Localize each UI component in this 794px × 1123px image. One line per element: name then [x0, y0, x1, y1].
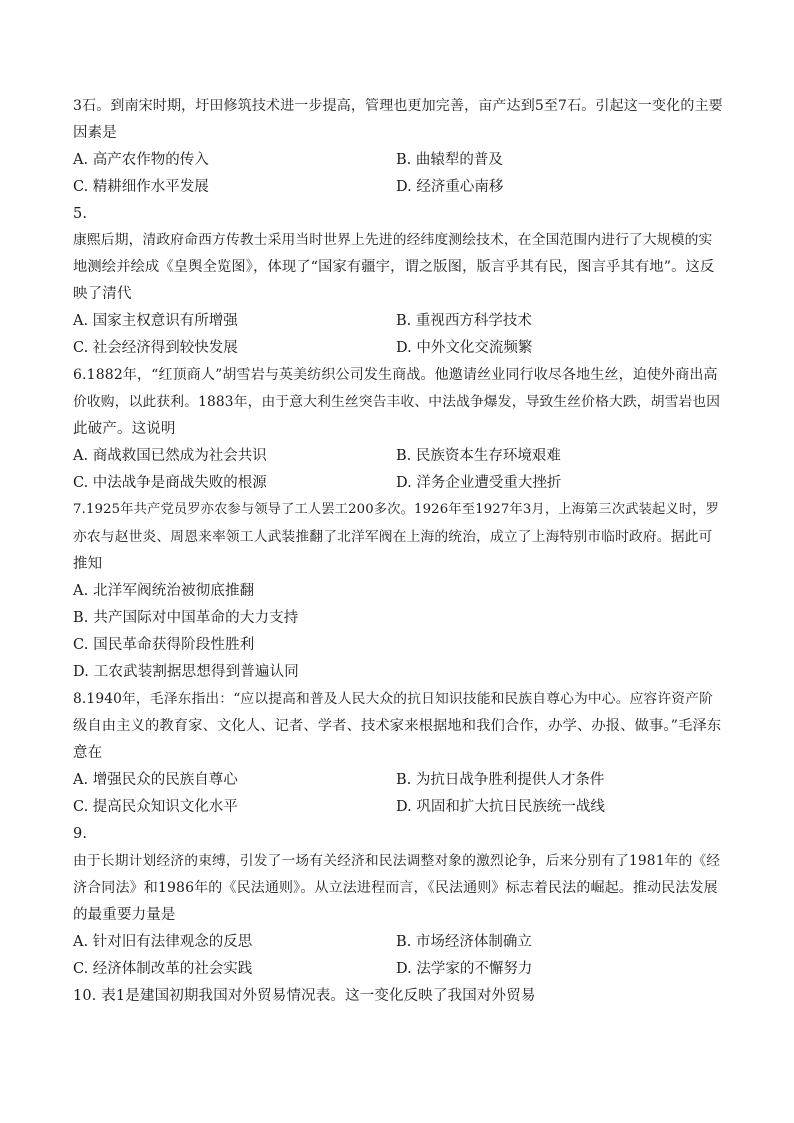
q7-stem-line-2: 亦农与赵世炎、周恩来率领工人武装推翻了北洋军阀在上海的统治，成立了上海特别市临时政府。据此可 — [73, 529, 713, 545]
q9-stem-line-1: 由于长期计划经济的束缚，引发了一场有关经济和民法调整对象的激烈论争，后来分别有了1981年的《经 — [73, 853, 721, 869]
q4-option-d[interactable]: D. 经济重心南移 — [396, 179, 504, 195]
q7-stem-line-3: 推知 — [73, 556, 103, 572]
q5-stem-line-2: 地测绘并绘成《皇舆全览图》，体现了“国家有疆宇，谓之版图，版言乎其有民，图言乎其有地”。这反 — [73, 259, 715, 275]
q6-options-row-2 — [73, 474, 723, 492]
q5-options-row-1 — [73, 312, 723, 330]
q4-stem-line-1: 3石。到南宋时期，圩田修筑技术进一步提高，管理也更加完善，亩产达到5至7石。引起这一变化的主要 — [73, 98, 723, 114]
q6-option-b[interactable]: B. 民族资本生存环境艰难 — [396, 448, 561, 464]
q8-options-row-2 — [73, 798, 723, 816]
q8-option-c[interactable]: C. 提高民众知识文化水平 — [73, 799, 238, 815]
q9-options-row-1 — [73, 933, 723, 951]
q5-option-b[interactable]: B. 重视西方科学技术 — [396, 313, 532, 329]
q8-option-b[interactable]: B. 为抗日战争胜利提供人才条件 — [396, 772, 605, 788]
q5-options-row-2 — [73, 339, 723, 357]
q6-option-d[interactable]: D. 洋务企业遭受重大挫折 — [396, 475, 562, 491]
q4-options-row-1 — [73, 151, 723, 169]
q9-option-c[interactable]: C. 经济体制改革的社会实践 — [73, 961, 253, 977]
q6-stem-line-3: 此破产。这说明 — [73, 421, 176, 437]
q8-option-d[interactable]: D. 巩固和扩大抗日民族统一战线 — [396, 799, 605, 815]
q8-option-a[interactable]: A. 增强民众的民族自尊心 — [73, 772, 238, 788]
q8-stem-line-2: 级自由主义的教育家、文化人、记者、学者、技术家来根据地和我们合作，办学、办报、做事。”毛泽东 — [73, 718, 722, 734]
q5-number: 5. — [73, 206, 88, 222]
q9-option-d[interactable]: D. 法学家的不懈努力 — [396, 961, 533, 977]
q5-option-d[interactable]: D. 中外文化交流频繁 — [396, 340, 533, 356]
q9-stem-line-3: 的最重要力量是 — [73, 907, 176, 923]
q5-stem-line-3: 映了清代 — [73, 286, 132, 302]
q5-option-c[interactable]: C. 社会经济得到较快发展 — [73, 340, 238, 356]
q6-stem-line-2: 价收购，以此获利。1883年，由于意大利生丝突告丰收、中法战争爆发，导致生丝价格大跌，胡雪岩也因 — [73, 394, 721, 410]
q4-options-row-2 — [73, 178, 723, 196]
q5-option-a[interactable]: A. 国家主权意识有所增强 — [73, 313, 238, 329]
q6-stem-line-1: 6.1882年，“红顶商人”胡雪岩与英美纺织公司发生商战。他邀请丝业同行收尽各地生丝，迫使外商出高 — [73, 367, 718, 383]
q8-stem-line-1: 8.1940年，毛泽东指出：“应以提高和普及人民大众的抗日知识技能和民族自尊心为中心。应容许资产阶 — [73, 691, 713, 707]
q9-options-row-2 — [73, 960, 723, 978]
q7-option-d[interactable]: D. 工农武装割据思想得到普遍认同 — [73, 664, 299, 680]
q7-option-a[interactable]: A. 北洋军阀统治被彻底推翻 — [73, 583, 255, 599]
q6-option-a[interactable]: A. 商战救国已然成为社会共识 — [73, 448, 267, 464]
q5-stem-line-1: 康熙后期，清政府命西方传教士采用当时世界上先进的经纬度测绘技术，在全国范围内进行了大规模的实 — [73, 232, 713, 248]
q4-option-a[interactable]: A. 高产农作物的传入 — [73, 152, 209, 168]
q9-number: 9. — [73, 826, 88, 842]
q10-stem-line-1: 10. 表1是建国初期我国对外贸易情况表。这一变化反映了我国对外贸易 — [73, 988, 536, 1004]
q4-option-c[interactable]: C. 精耕细作水平发展 — [73, 179, 209, 195]
q8-stem-line-3: 意在 — [73, 745, 103, 761]
q7-stem-line-1: 7.1925年共产党员罗亦农参与领导了工人罢工200多次。1926年至1927年3月，上海第三次武装起义时，罗 — [73, 502, 720, 517]
q7-option-b[interactable]: B. 共产国际对中国革命的大力支持 — [73, 610, 299, 626]
q7-option-c[interactable]: C. 国民革命获得阶段性胜利 — [73, 637, 255, 653]
q6-option-c[interactable]: C. 中法战争是商战失败的根源 — [73, 475, 267, 491]
q9-option-a[interactable]: A. 针对旧有法律观念的反思 — [73, 934, 253, 950]
q6-options-row-1 — [73, 447, 723, 465]
q9-option-b[interactable]: B. 市场经济体制确立 — [396, 934, 532, 950]
q4-option-b[interactable]: B. 曲辕犁的普及 — [396, 152, 503, 168]
q9-stem-line-2: 济合同法》和1986年的《民法通则》。从立法进程而言，《民法通则》标志着民法的崛起。推动民法发展 — [73, 880, 718, 896]
q4-stem-line-2: 因素是 — [73, 125, 117, 141]
q8-options-row-1 — [73, 771, 723, 789]
